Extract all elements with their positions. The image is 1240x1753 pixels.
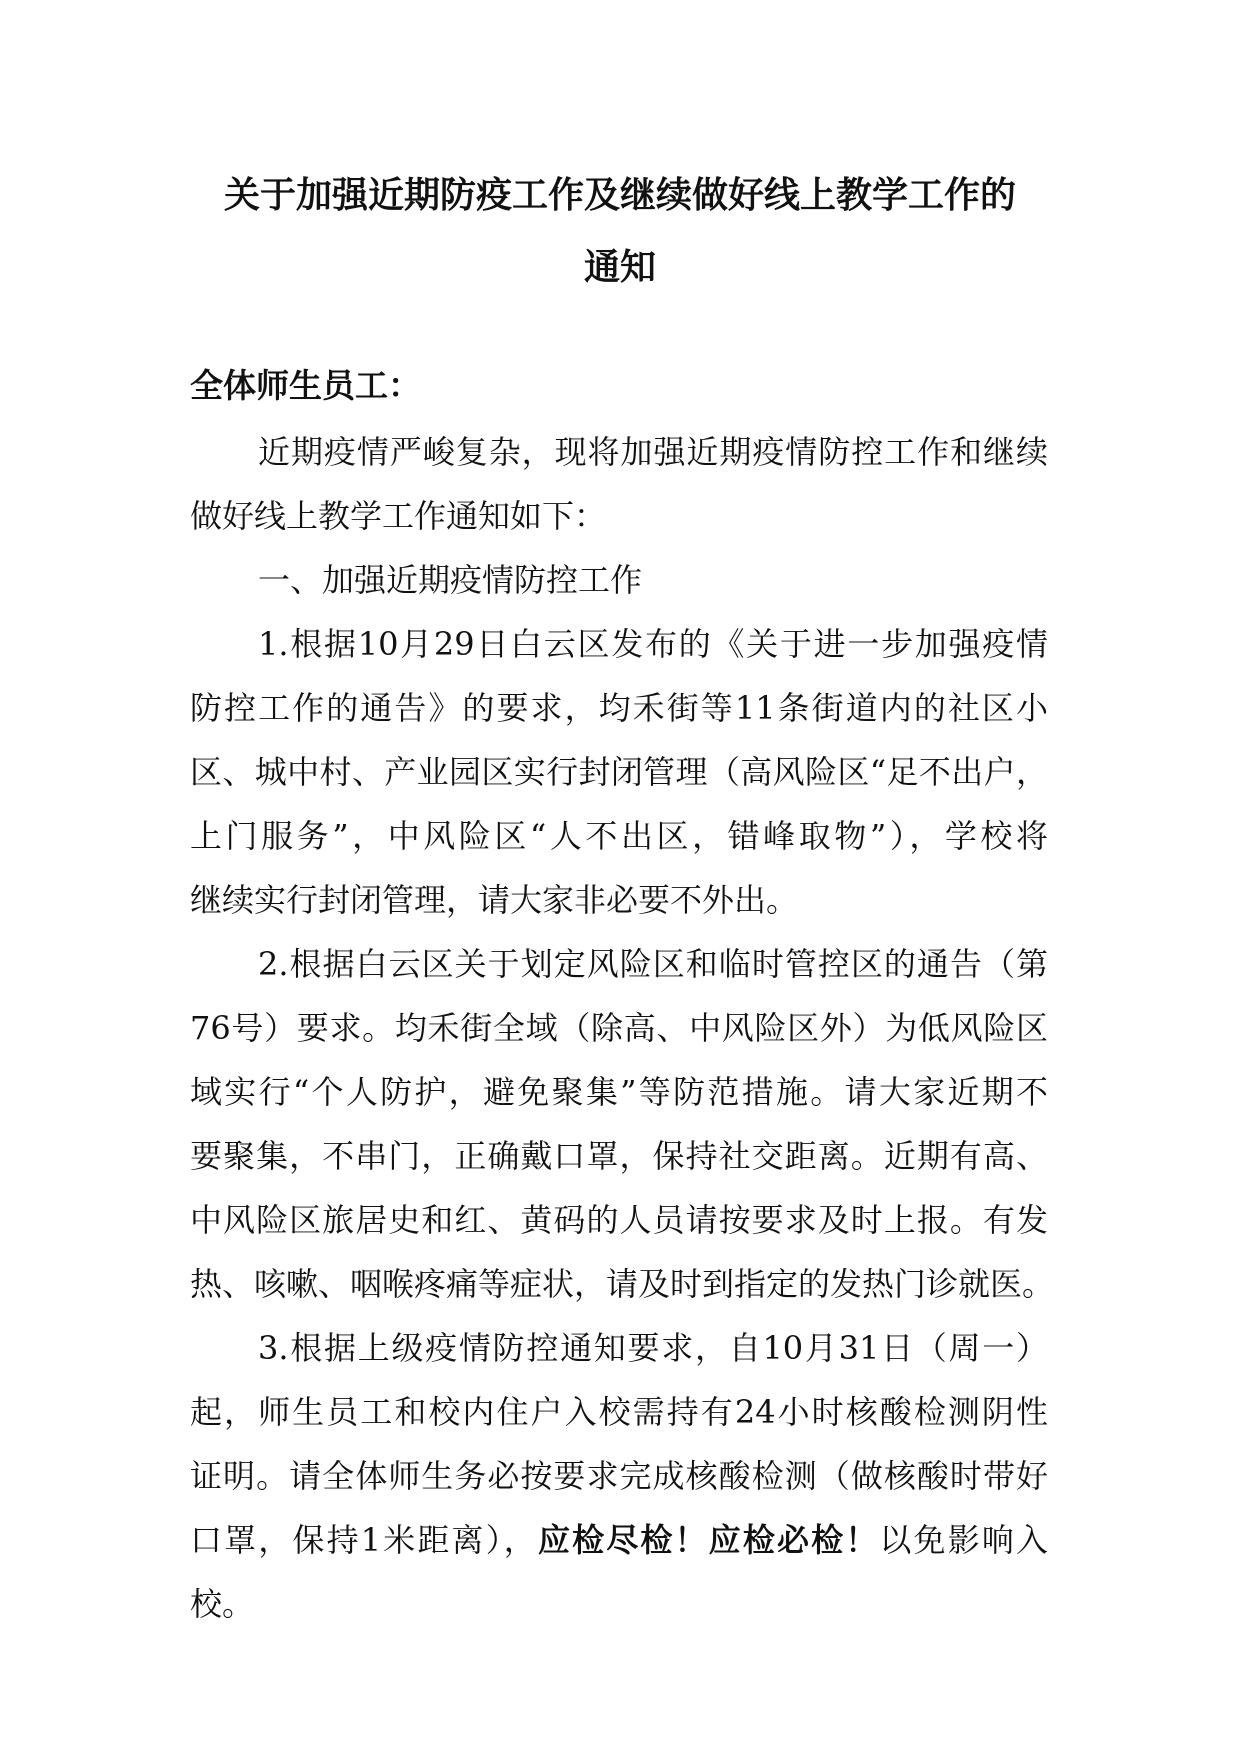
item-3-line-3: 证明。请全体师生务必按要求完成核酸检测（做核酸时带好 — [190, 1457, 1048, 1495]
item-1-line-2: 防控工作的通告》的要求，均禾街等11条街道内的社区小 — [190, 689, 1048, 727]
item-2-line-6: 热、咳嗽、咽喉疼痛等症状，请及时到指定的发热门诊就医。 — [190, 1265, 1055, 1303]
item-1-line-4: 上门服务”，中风险区“人不出区，错峰取物”），学校将 — [190, 817, 1048, 855]
title-line-2: 通知 — [583, 247, 656, 288]
intro-line-1: 近期疫情严峻复杂，现将加强近期疫情防控工作和继续 — [258, 433, 1048, 471]
item-2-line-5: 中风险区旅居史和红、黄码的人员请按要求及时上报。有发 — [190, 1201, 1048, 1239]
item-1-line-1: 1.根据10月29日白云区发布的《关于进一步加强疫情 — [258, 625, 1048, 663]
intro-line-2: 做好线上教学工作通知如下： — [190, 497, 607, 535]
item-2-line-3: 域实行“个人防护，避免聚集”等防范措施。请大家近期不 — [190, 1073, 1048, 1111]
item-3-line-4 — [190, 1520, 1048, 1560]
item-3-line-5: 校。 — [190, 1585, 255, 1623]
section-1-heading: 一、加强近期疫情防控工作 — [258, 561, 643, 599]
item-2-line-2: 76号）要求。均禾街全域（除高、中风险区外）为低风险区 — [190, 1009, 1048, 1047]
item-3-line-1: 3.根据上级疫情防控通知要求，自10月31日（周一） — [258, 1329, 1048, 1367]
item-3-line-4-prefix: 口罩，保持1米距离）， — [190, 1521, 538, 1559]
item-2-line-1: 2.根据白云区关于划定风险区和临时管控区的通告（第 — [258, 945, 1048, 983]
salutation: 全体师生员工： — [190, 366, 421, 405]
title-line-1: 关于加强近期防疫工作及继续做好线上教学工作的 — [223, 175, 1016, 216]
document-title — [150, 160, 1090, 304]
item-3-emphasis: 应检尽检！应检必检！ — [537, 1521, 880, 1559]
item-3-line-4-suffix: 以免影响入 — [879, 1521, 1048, 1559]
item-1-line-5: 继续实行封闭管理，请大家非必要不外出。 — [190, 881, 799, 919]
item-3-line-2: 起，师生员工和校内住户入校需持有24小时核酸检测阴性 — [190, 1393, 1048, 1431]
item-1-line-3: 区、城中村、产业园区实行封闭管理（高风险区“足不出户， — [190, 753, 1048, 791]
item-2-line-4: 要聚集，不串门，正确戴口罩，保持社交距离。近期有高、 — [190, 1137, 1048, 1175]
